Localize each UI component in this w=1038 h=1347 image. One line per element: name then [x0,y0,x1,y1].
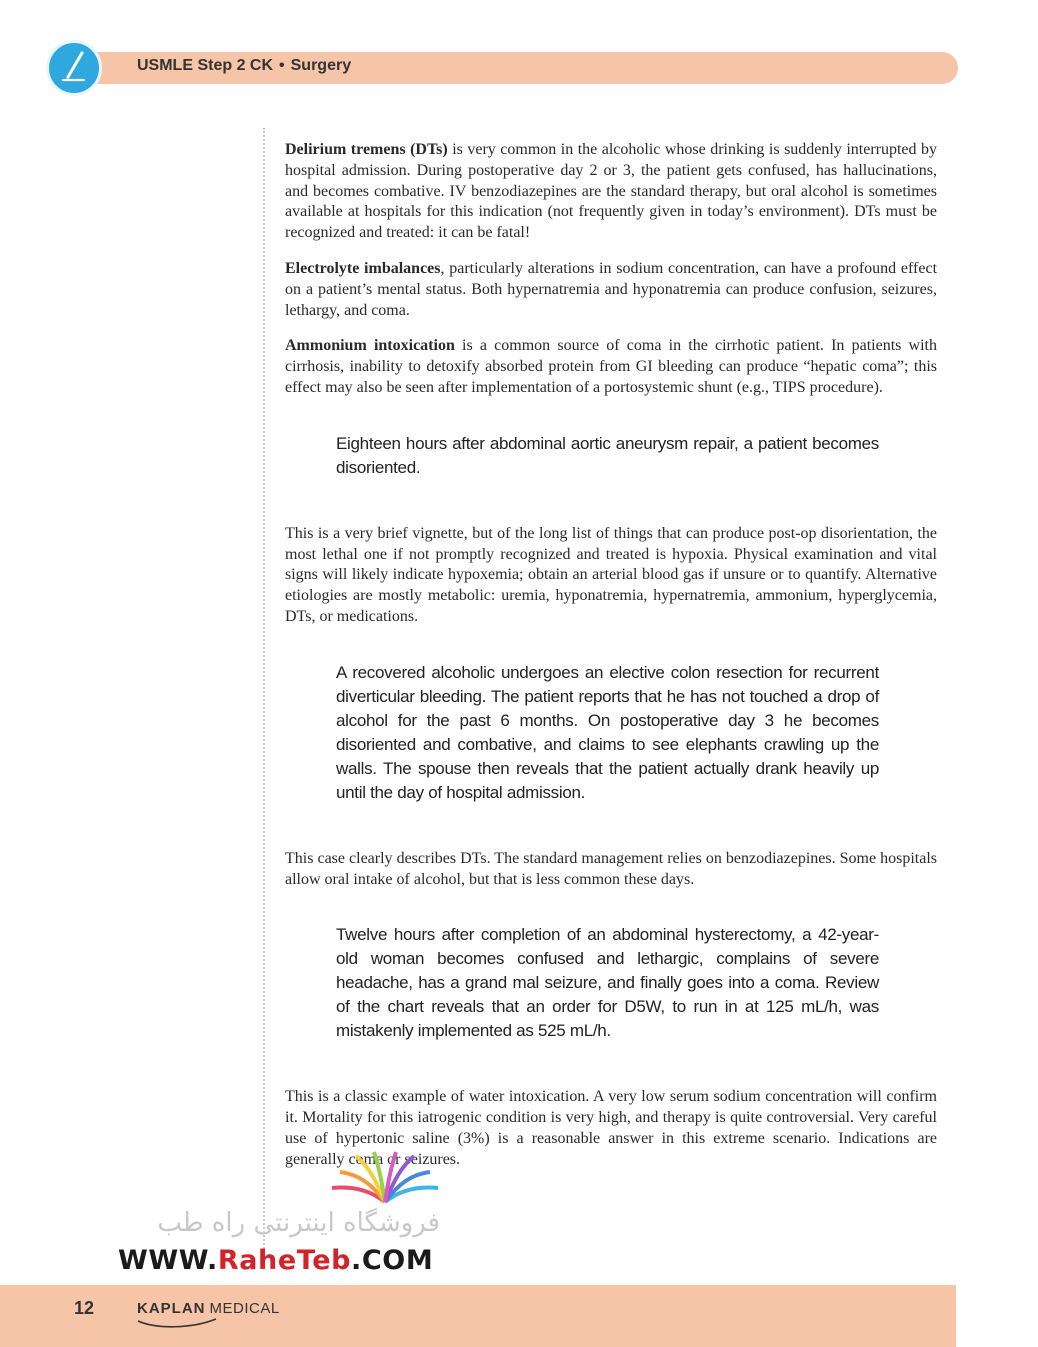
watermark-url [118,1245,433,1276]
book-title: USMLE Step 2 CK [137,57,274,74]
url-prefix: WWW. [118,1245,218,1276]
case-discussion-2: This case clearly describes DTs. The standard management relies on benzodiazepines. Some hospitals allow oral intake of alcohol, but that is less common these days. [285,849,937,888]
section-title: Surgery [290,57,352,74]
section-logo [46,40,102,96]
url-suffix: .COM [351,1245,434,1276]
paragraph-text: , particularly alterations in sodium concentration, can have a profound effect on a patient’s mental status. Both hypernatremia and hyponatremia can produce confusion, seizures, lethargy, and coma. [285,259,938,319]
term-delirium-tremens: Delirium tremens (DTs) [285,141,448,158]
case-discussion-1: This is a very brief vignette, but of the long list of things that can produce post-op disorientation, the most lethal one if not promptly recognized and treated is hypoxia. Physical examination and vital signs will likely indicate hypoxemia; obtain an arterial blood gas if unsure or to quantify. Alternative etiologies are mostly metabolic: uremia, hyponatremia, hypernatremia, ammonium, hyperglycemia, DTs, or medications. [285,524,937,625]
publisher-brand: KAPLAN [137,1300,206,1317]
paragraph-electrolyte-imbalances [285,259,937,321]
paragraph-text: is very common in the alcoholic whose drinking is suddenly interrupted by hospital admission. During postoperative day 2 or 3, the patient gets confused, has hallucinations, and becomes combative. IV benzodiazepines are the standard therapy, but oral alcohol is sometimes available at hospitals for this indication (not frequently given in today’s environment). DTs must be recognized and treated: it can be fatal! [285,141,938,242]
running-header [137,57,351,75]
case-vignette-1: Eighteen hours after abdominal aortic aneurysm repair, a patient becomes disoriented. [336,433,879,477]
paragraph-ammonium-intoxication [285,336,937,398]
term-electrolyte-imbalances: Electrolyte imbalances [285,259,441,277]
page-number: 12 [74,1298,95,1318]
main-content [285,140,937,1186]
publisher-rest: MEDICAL [209,1300,280,1317]
case-vignette-2: A recovered alcoholic undergoes an elective colon resection for recurrent diverticular bleeding. The patient reports that he has not touched a drop of alcohol for the past 6 months. On postoperative day 3 he becomes disoriented and combative, and claims to see elephants crawling up the walls. The spouse then reveals that the patient actually drank heavily up until the day of hospital admission. [336,662,879,802]
publisher-logo [137,1300,280,1317]
paragraph-text: is a common source of coma in the cirrhotic patient. In patients with cirrhosis, inability to detoxify absorbed protein from GI bleeding can produce “hepatic coma”; this effect may also be seen after implementation of a portosystemic shunt (e.g., TIPS procedure). [285,337,938,396]
publisher-swoosh-icon [136,1317,218,1329]
watermark [118,1150,448,1285]
case-discussion-3: This is a classic example of water intoxication. A very low serum sodium concentration will confirm it. Mortality for this iatrogenic condition is very high, and therapy is quite controversial. Very careful use of hypertonic saline (3%) is a reasonable answer in this extreme scenario. Indications are generally coma or seizures. [285,1088,937,1168]
header-separator: • [279,57,285,74]
watermark-persian-text: فروشگاه اینترنتی راه طب [157,1208,440,1238]
case-vignette-3: Twelve hours after completion of an abdominal hysterectomy, a 42-year-old woman becomes confused and lethargic, complains of severe headache, has a grand mal seizure, and finally goes into a coma. Review of the chart reveals that an order for D5W, to run in at 125 mL/h, was mistakenly implemented as 525 mL/h. [336,925,879,1041]
open-book-icon [330,1150,440,1205]
margin-rule [263,128,265,1268]
paragraph-delirium-tremens [285,140,937,244]
url-brand: RaheTeb [217,1245,352,1276]
pencil-icon [49,43,99,93]
term-ammonium-intoxication: Ammonium intoxication [285,337,455,355]
